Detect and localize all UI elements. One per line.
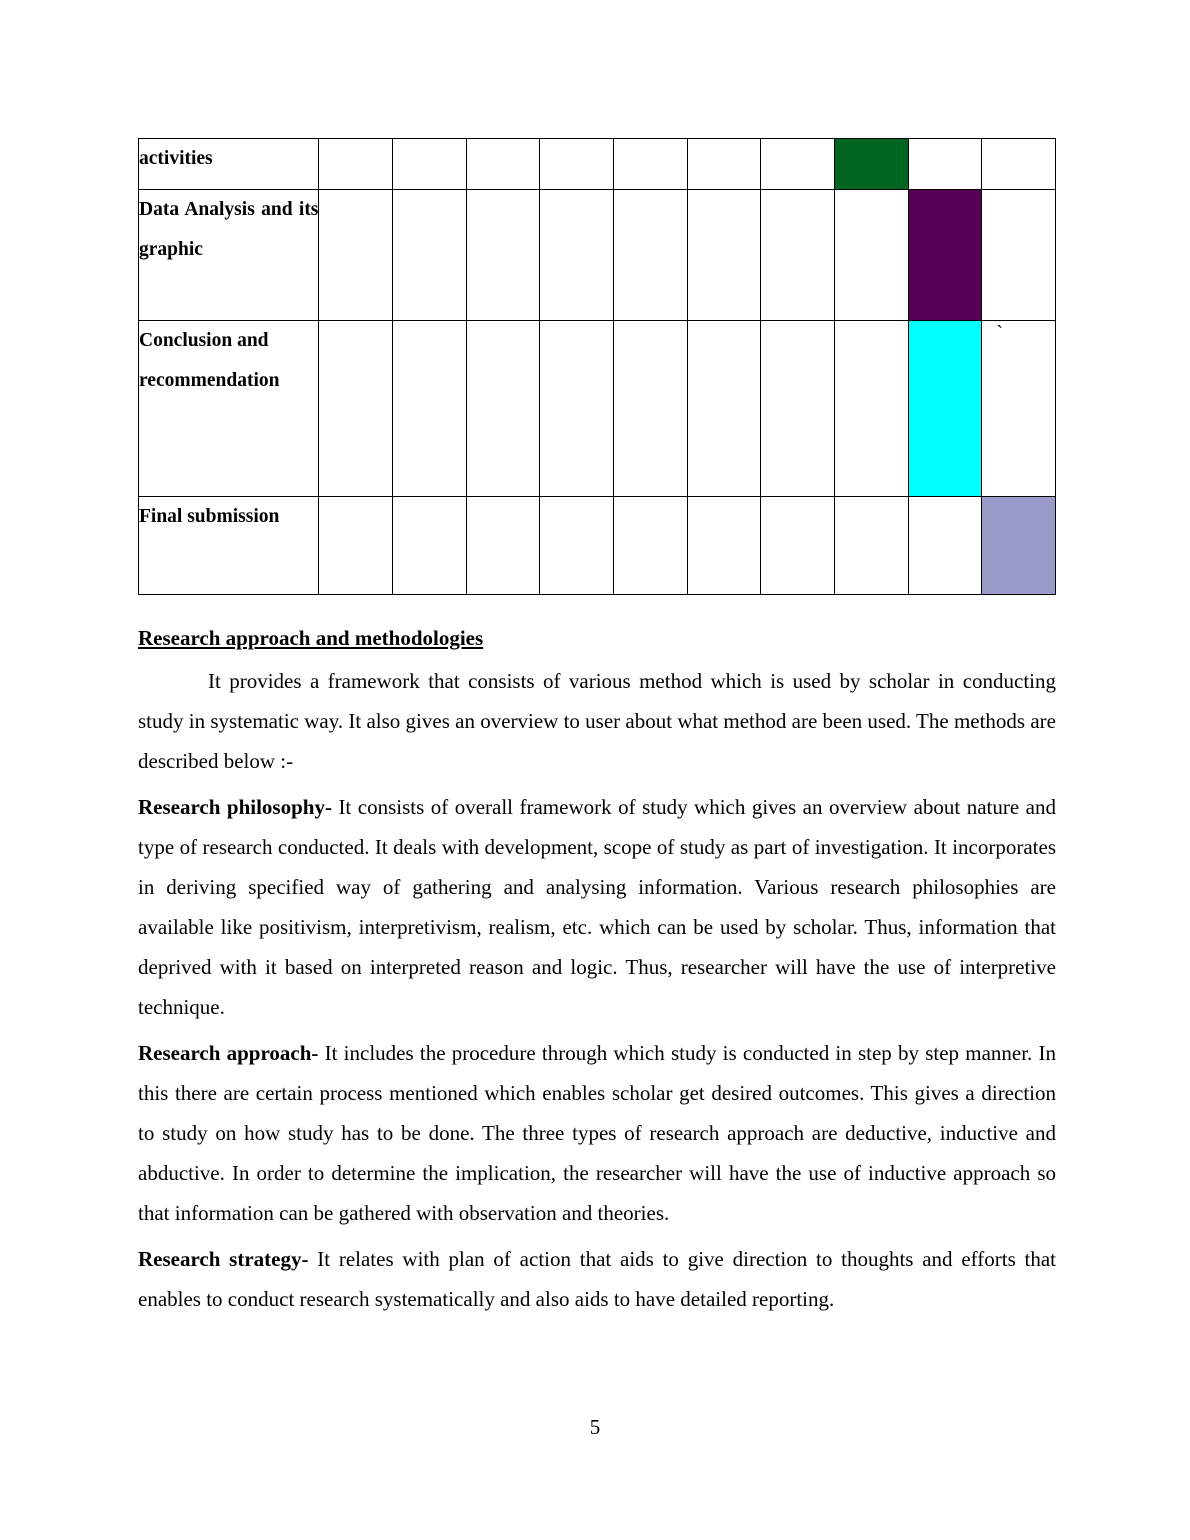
gantt-row xyxy=(139,497,1056,595)
gantt-row xyxy=(139,190,1056,321)
gantt-cell xyxy=(393,190,467,321)
paragraph-text: It relates with plan of action that aids to give direction to thoughts and efforts that enables to conduct research systematically and also aids to have detailed reporting. xyxy=(138,1246,1056,1311)
gantt-cell xyxy=(761,190,835,321)
gantt-cell xyxy=(614,190,688,321)
gantt-cell xyxy=(466,497,540,595)
gantt-table-body xyxy=(139,139,1056,595)
gantt-cell xyxy=(540,321,614,497)
gantt-row-label: activities xyxy=(139,139,319,190)
gantt-bar xyxy=(982,497,1055,594)
body-paragraph xyxy=(138,787,1056,1027)
gantt-cell xyxy=(982,321,1056,497)
gantt-chart-table xyxy=(138,138,1056,595)
gantt-row xyxy=(139,321,1056,497)
gantt-row-label: Conclusion and recommendation xyxy=(139,321,319,497)
paragraph-text: It consists of overall framework of study which gives an overview about nature and type of research conducted. It deals with development, scope of study as part of investigation. It incorporates in deriving specified way of gathering and analysing information. Various research philosophies are available like positivism, interpretivism, realism, etc. which can be used by scholar. Thus, information that deprived with it based on interpreted reason and logic. Thus, researcher will have the use of interpretive technique. xyxy=(138,794,1056,1019)
gantt-cell xyxy=(319,190,393,321)
gantt-cell xyxy=(761,139,835,190)
page-content xyxy=(138,138,1056,1319)
gantt-cell xyxy=(393,139,467,190)
body-paragraph xyxy=(138,1033,1056,1233)
gantt-cell xyxy=(908,497,982,595)
gantt-cell xyxy=(908,190,982,321)
gantt-cell xyxy=(835,321,909,497)
gantt-row xyxy=(139,139,1056,190)
body-paragraphs xyxy=(138,661,1056,1319)
gantt-bar xyxy=(909,321,982,496)
gantt-cell xyxy=(687,139,761,190)
gantt-cell xyxy=(540,190,614,321)
paragraph-lead: Research philosophy- xyxy=(138,794,339,819)
gantt-cell xyxy=(540,139,614,190)
paragraph-lead: Research approach- xyxy=(138,1040,325,1065)
body-paragraph xyxy=(138,1239,1056,1319)
gantt-cell xyxy=(687,190,761,321)
section-heading: Research approach and methodologies xyxy=(138,626,484,650)
gantt-row-label: Data Analysis and its graphic xyxy=(139,190,319,321)
body-paragraph xyxy=(138,661,1056,781)
gantt-cell xyxy=(319,321,393,497)
gantt-cell xyxy=(614,139,688,190)
gantt-cell xyxy=(982,497,1056,595)
gantt-cell xyxy=(982,190,1056,321)
gantt-bar xyxy=(835,139,908,189)
gantt-cell xyxy=(614,497,688,595)
gantt-cell xyxy=(466,139,540,190)
paragraph-text: It includes the procedure through which study is conducted in step by step manner. In this there are certain process mentioned which enables scholar get desired outcomes. This gives a direction to study on how study has to be done. The three types of research approach are deductive, inductive and abductive. In order to determine the implication, the researcher will have the use of inductive approach so that information can be gathered with observation and theories. xyxy=(138,1040,1056,1225)
gantt-cell xyxy=(319,139,393,190)
gantt-cell xyxy=(614,321,688,497)
gantt-cell xyxy=(319,497,393,595)
gantt-cell xyxy=(761,497,835,595)
gantt-cell xyxy=(908,139,982,190)
gantt-tick-mark: ` xyxy=(996,322,1003,344)
gantt-cell xyxy=(466,321,540,497)
gantt-cell xyxy=(908,321,982,497)
gantt-cell xyxy=(761,321,835,497)
paragraph-text: It provides a framework that consists of various method which is used by scholar in conducting study in systematic way. It also gives an overview to user about what method are been used. The methods are described below :- xyxy=(138,668,1056,773)
gantt-cell xyxy=(466,190,540,321)
gantt-cell xyxy=(540,497,614,595)
gantt-cell xyxy=(687,321,761,497)
paragraph-lead: Research strategy- xyxy=(138,1246,318,1271)
gantt-bar xyxy=(909,190,982,320)
gantt-cell xyxy=(982,139,1056,190)
gantt-cell xyxy=(687,497,761,595)
gantt-row-label: Final submission xyxy=(139,497,319,595)
gantt-cell xyxy=(835,190,909,321)
gantt-cell xyxy=(835,497,909,595)
gantt-cell xyxy=(393,321,467,497)
page-number: 5 xyxy=(589,1415,601,1439)
gantt-cell xyxy=(393,497,467,595)
gantt-cell xyxy=(835,139,909,190)
